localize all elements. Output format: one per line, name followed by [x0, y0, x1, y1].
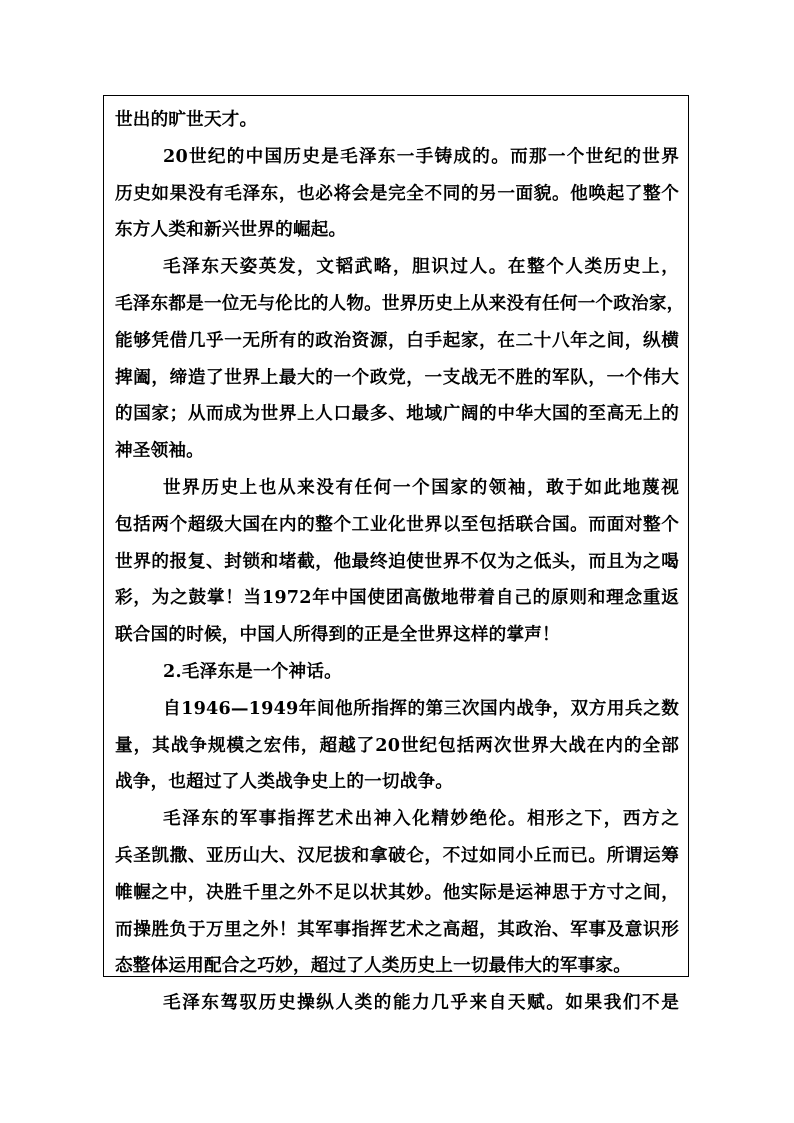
document-body	[115, 102, 685, 1022]
text-line: 量，其战争规模之宏伟，超越了20世纪包括两次世界大战在内的全部	[115, 734, 679, 756]
text-line: 捭阖，缔造了世界上最大的一个政党，一支战无不胜的军队，一个伟大	[115, 366, 679, 388]
text-line: 神圣领袖。	[115, 440, 204, 462]
text-line: 20世纪的中国历史是毛泽东一手铸成的。而那一个世纪的世界	[163, 145, 679, 167]
text-line: 联合国的时候，中国人所得到的正是全世界这样的掌声！	[115, 624, 560, 646]
text-line: 能够凭借几乎一无所有的政治资源，白手起家，在二十八年之间，纵横	[115, 329, 679, 351]
text-line: 世界的报复、封锁和堵截，他最终迫使世界不仅为之低头，而且为之喝	[115, 550, 679, 572]
text-line: 历史如果没有毛泽东，也必将会是完全不同的另一面貌。他唤起了整个	[115, 182, 679, 204]
text-line: 态整体运用配合之巧妙，超过了人类历史上一切最伟大的军事家。	[115, 955, 632, 977]
text-line: 世出的旷世天才。	[115, 109, 258, 130]
text-line: 毛泽东都是一位无与伦比的人物。世界历史上从来没有任何一个政治家，	[115, 292, 685, 314]
text-line: 东方人类和新兴世界的崛起。	[115, 219, 347, 241]
text-line: 毛泽东的军事指挥艺术出神入化精妙绝伦。相形之下，西方之	[163, 808, 679, 830]
text-line: 彩，为之鼓掌！当1972年中国使团高傲地带着自己的原则和理念重返	[115, 587, 679, 609]
text-line: 自1946—1949年间他所指挥的第三次国内战争，双方用兵之数	[163, 697, 679, 719]
text-line: 毛泽东驾驭历史操纵人类的能力几乎来自天赋。如果我们不是	[163, 992, 679, 1014]
text-line: 的国家；从而成为世界上人口最多、地域广阔的中华大国的至高无上的	[115, 403, 679, 425]
text-line: 而操胜负于万里之外！其军事指挥艺术之高超，其政治、军事及意识形	[115, 918, 679, 940]
text-line: 帷幄之中，决胜千里之外不足以状其妙。他实际是运神思于方寸之间，	[115, 881, 679, 903]
text-line: 兵圣凯撒、亚历山大、汉尼拔和拿破仑，不过如同小丘而已。所谓运筹	[115, 844, 679, 866]
text-line: 世界历史上也从来没有任何一个国家的领袖，敢于如此地蔑视	[163, 476, 679, 498]
document-frame	[103, 95, 689, 1014]
text-line: 战争，也超过了人类战争史上的一切战争。	[115, 771, 454, 793]
text-line: 毛泽东天姿英发，文韬武略，胆识过人。在整个人类历史上，	[163, 256, 679, 278]
text-line: 包括两个超级大国在内的整个工业化世界以至包括联合国。而面对整个	[115, 513, 679, 535]
text-line: 2.毛泽东是一个神话。	[163, 660, 342, 682]
